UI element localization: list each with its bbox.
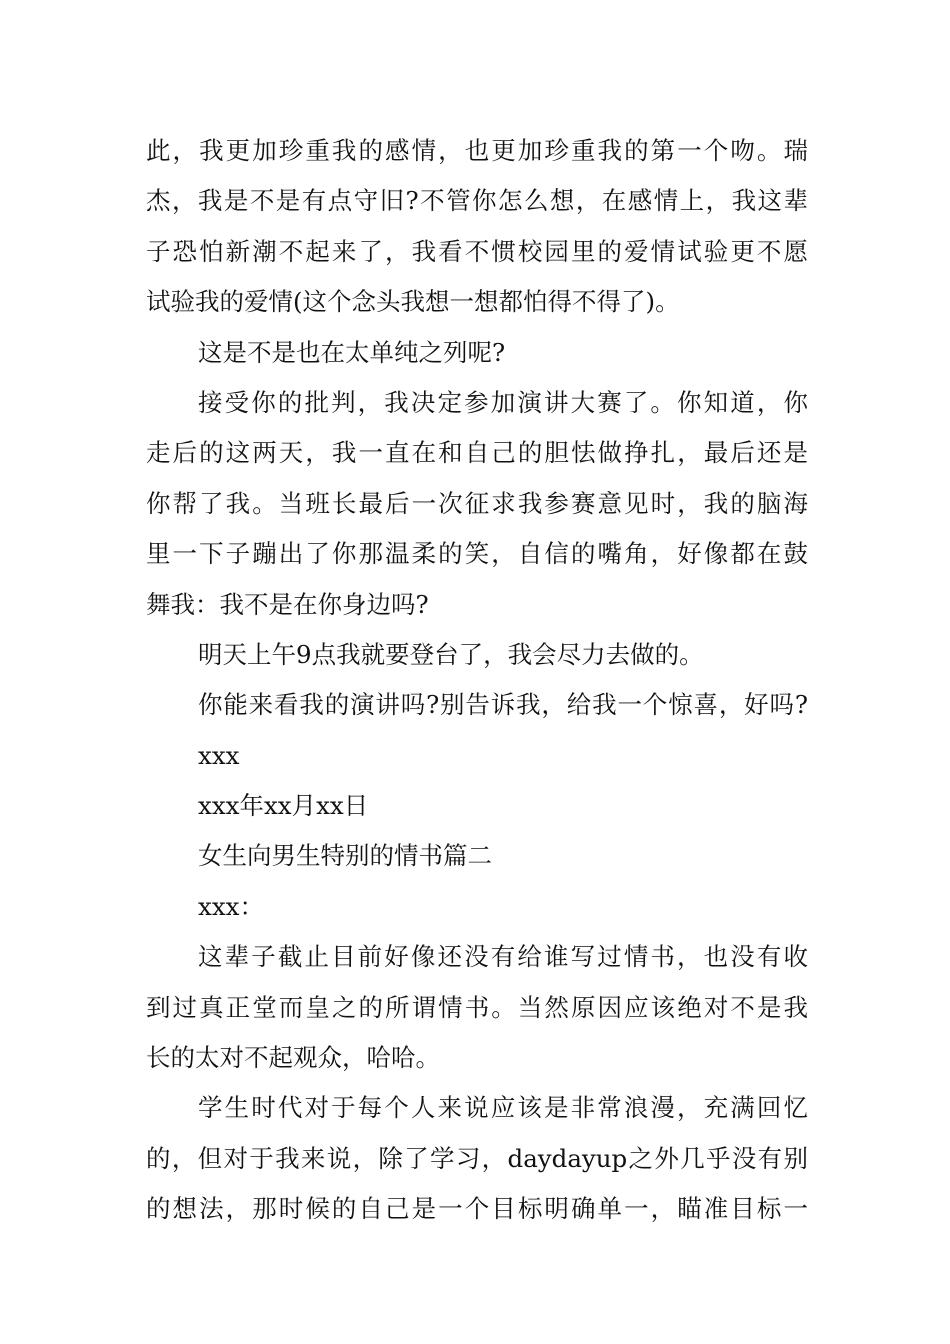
text-line: 里一下子蹦出了你那温柔的笑，自信的嘴角，好像都在鼓	[146, 539, 808, 569]
text-line: 你帮了我。当班长最后一次征求我参赛意见时，我的脑海	[146, 488, 808, 518]
text-line: 此，我更加珍重我的感情，也更加珍重我的第一个吻。瑞	[146, 136, 808, 165]
document-body	[146, 126, 808, 1235]
text-line: 子恐怕新潮不起来了，我看不惯校园里的爱情试验更不愿	[146, 236, 808, 266]
salutation: xxx：	[198, 891, 264, 921]
signature-date: xxx年xx月xx日	[198, 791, 369, 821]
text-line: 这是不是也在太单纯之列呢?	[198, 337, 506, 367]
text-line: 舞我：我不是在你身边吗?	[146, 589, 429, 619]
text-line: 的，但对于我来说，除了学习，daydayup之外几乎没有别	[146, 1143, 808, 1173]
text-line: 这辈子截止目前好像还没有给谁写过情书，也没有收	[198, 942, 808, 972]
text-line: 杰，我是不是有点守旧?不管你怎么想，在感情上，我这辈	[146, 186, 808, 216]
text-line: 学生时代对于每个人来说应该是非常浪漫，充满回忆	[198, 1093, 808, 1123]
text-line: 接受你的批判，我决定参加演讲大赛了。你知道，你	[198, 387, 808, 417]
text-line: 试验我的爱情(这个念头我想一想都怕得不得了)。	[146, 287, 680, 317]
section-title: 女生向男生特别的情书篇二	[198, 841, 492, 871]
text-line: 明天上午9点我就要登台了，我会尽力去做的。	[198, 639, 704, 669]
signature-name: xxx	[198, 740, 240, 770]
text-line: 你能来看我的演讲吗?别告诉我，给我一个惊喜，好吗?	[198, 690, 808, 720]
text-line: 到过真正堂而皇之的所谓情书。当然原因应该绝对不是我	[146, 992, 808, 1022]
text-line: 的想法，那时候的自己是一个目标明确单一，瞄准目标一	[146, 1194, 808, 1224]
text-line: 长的太对不起观众，哈哈。	[146, 1043, 440, 1073]
text-line: 走后的这两天，我一直在和自己的胆怯做挣扎，最后还是	[146, 438, 808, 468]
